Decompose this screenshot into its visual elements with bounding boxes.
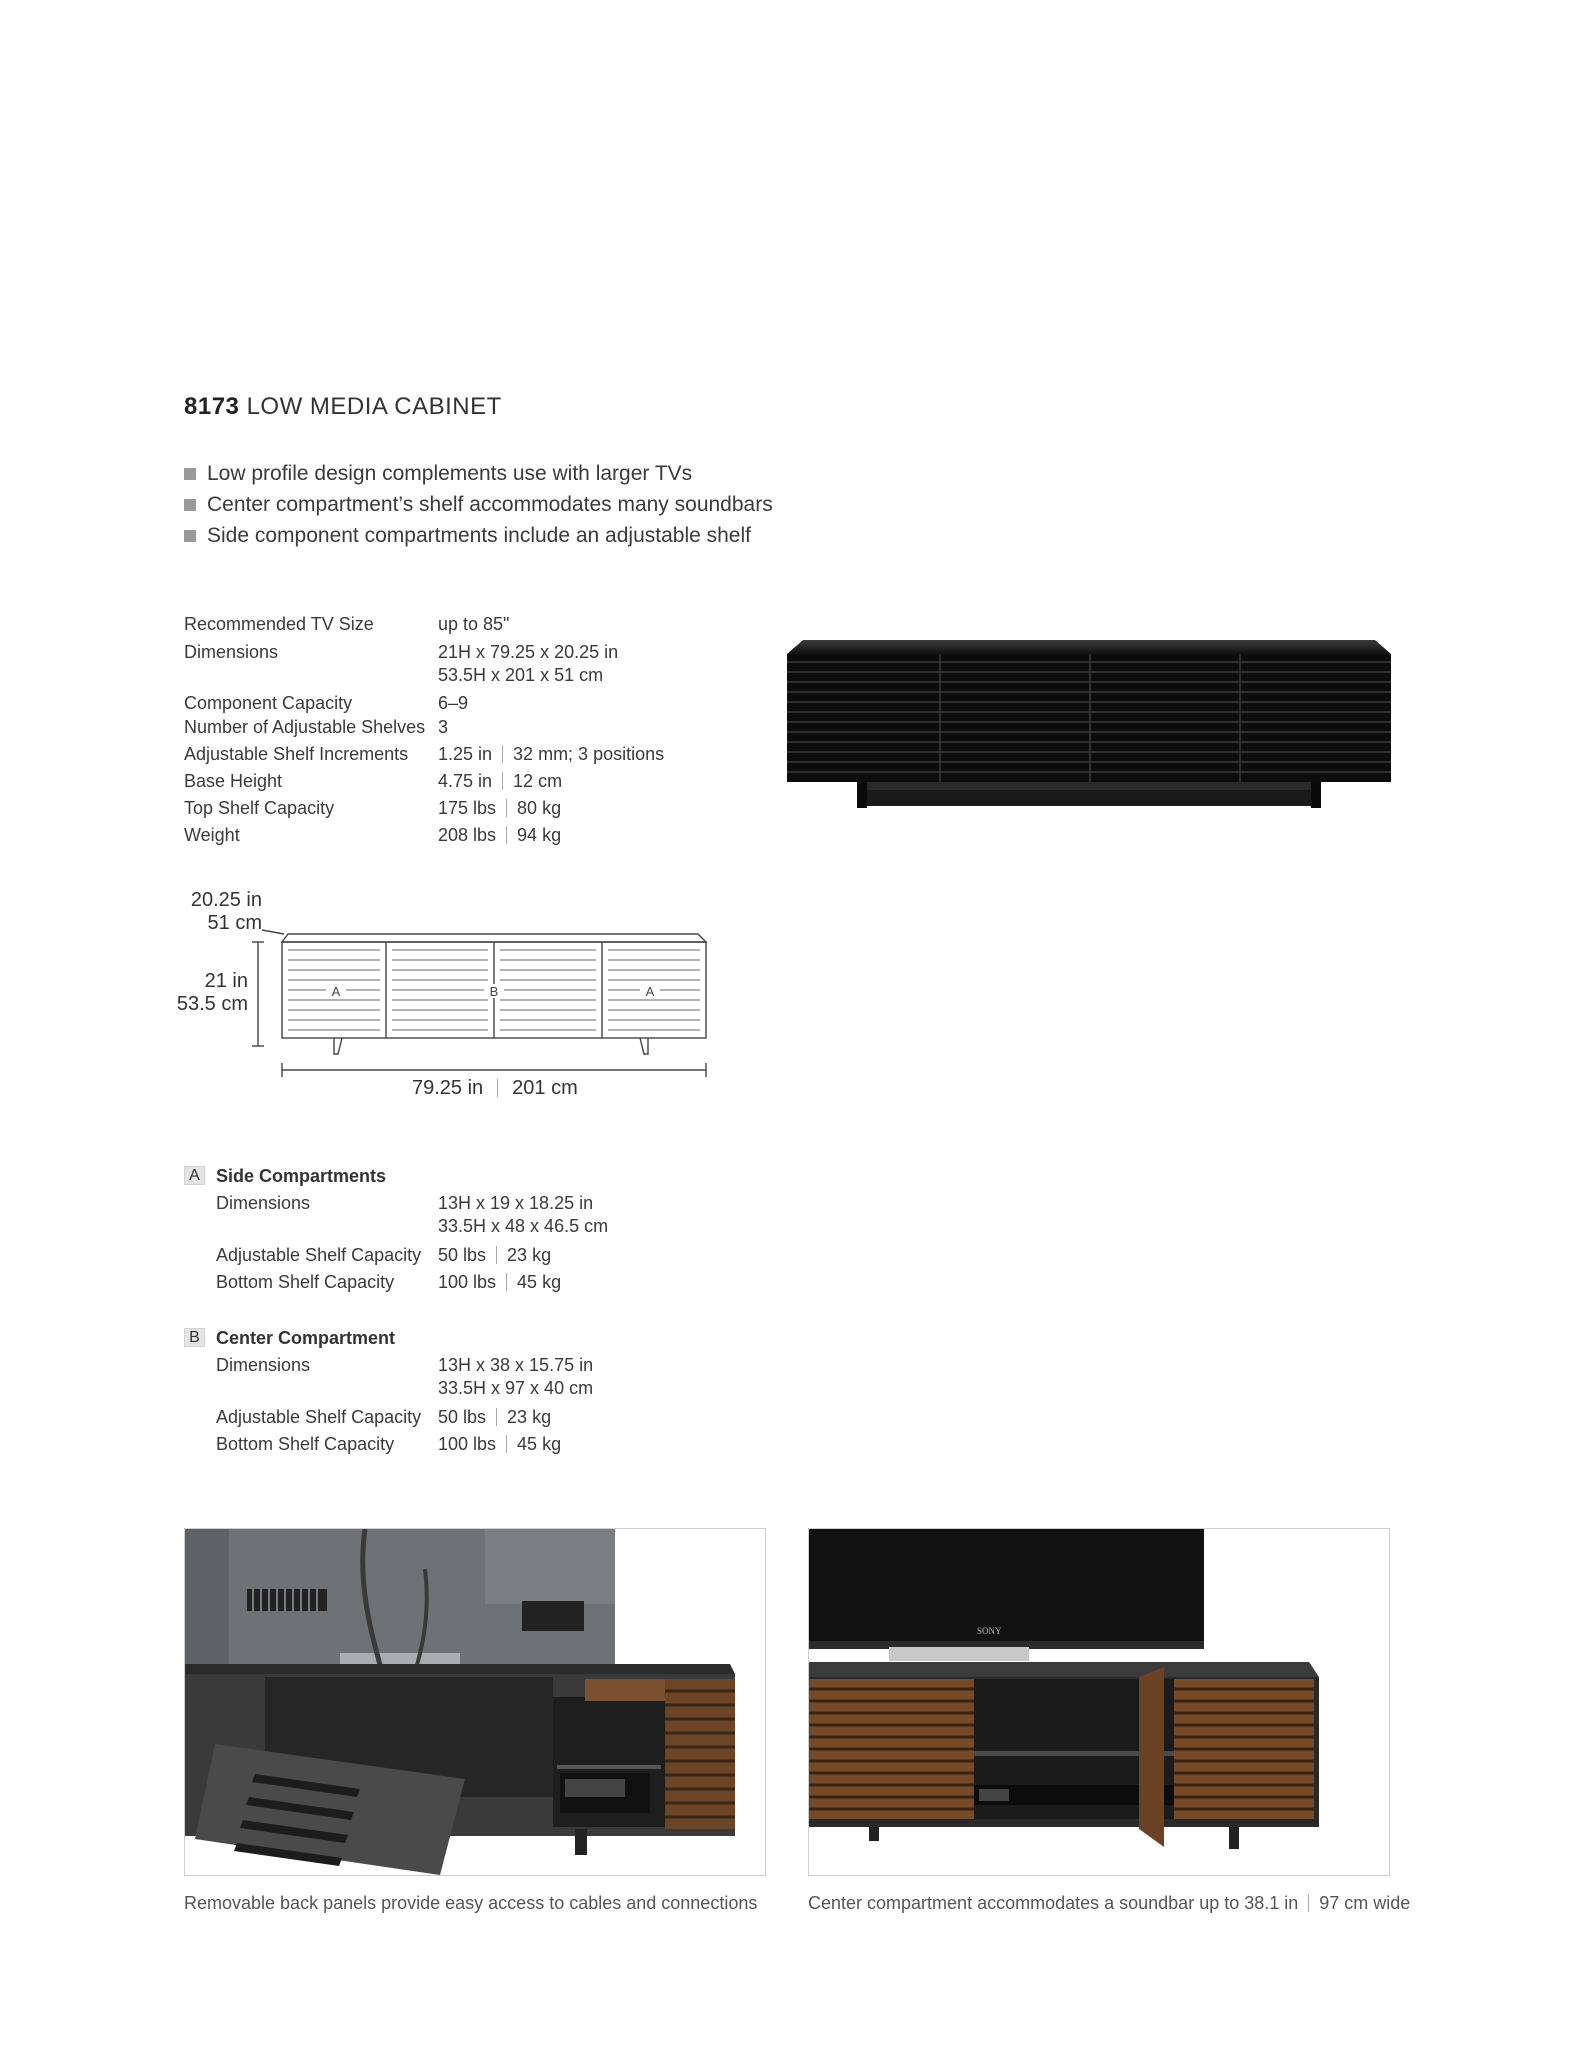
side-adj-capacity-label: Adjustable Shelf Capacity	[216, 1245, 422, 1265]
tv-brand-logo: SONY	[977, 1626, 1002, 1636]
side-bottom-capacity-value: 100 lbs 45 kg	[438, 1272, 562, 1292]
spec-label-top-shelf: Top Shelf Capacity	[184, 798, 335, 818]
diagram-width-label: 79.25 in 201 cm	[412, 1077, 578, 1099]
spec-value-tv-size: up to 85"	[438, 614, 510, 634]
soundbar-photo	[808, 1528, 1390, 1876]
spec-label-component-capacity: Component Capacity	[184, 693, 353, 713]
bullet-square-icon	[184, 468, 196, 480]
side-dimensions-cm: 33.5H x 48 x 46.5 cm	[438, 1216, 609, 1236]
spec-value-dimensions-cm: 53.5H x 201 x 51 cm	[438, 665, 604, 685]
left-photo-caption: Removable back panels provide easy access to cables and connections	[184, 1893, 758, 1913]
spec-label-shelf-increments: Adjustable Shelf Increments	[184, 744, 409, 764]
page-title	[184, 393, 502, 421]
center-bottom-capacity-value: 100 lbs 45 kg	[438, 1434, 562, 1454]
spec-value-top-shelf: 175 lbs 80 kg	[438, 798, 562, 818]
spec-label-dimensions: Dimensions	[184, 642, 279, 662]
feature-item: Low profile design complements use with larger TVs	[184, 458, 773, 489]
diagram-label-a-left: A	[331, 984, 341, 999]
side-compartments-heading: Side Compartments	[216, 1166, 387, 1186]
center-adj-capacity-label: Adjustable Shelf Capacity	[216, 1407, 422, 1427]
spec-value-weight: 208 lbs 94 kg	[438, 825, 562, 845]
cabinet-dimension-diagram	[248, 920, 708, 1090]
side-dimensions-label: Dimensions	[216, 1193, 311, 1213]
center-dimensions-in: 13H x 38 x 15.75 in	[438, 1355, 594, 1375]
diagram-depth-label: 20.25 in 51 cm	[190, 889, 262, 934]
product-name: LOW MEDIA CABINET	[246, 393, 502, 420]
center-adj-capacity-value: 50 lbs 23 kg	[438, 1407, 552, 1427]
diagram-label-a-right: A	[645, 984, 655, 999]
spec-label-base-height: Base Height	[184, 771, 283, 791]
cabinet-product-photo	[785, 630, 1393, 810]
spec-value-base-height: 4.75 in 12 cm	[438, 771, 563, 791]
center-compartment-heading: Center Compartment	[216, 1328, 396, 1348]
spec-value-shelf-increments: 1.25 in 32 mm; 3 positions	[438, 744, 665, 764]
side-bottom-capacity-label: Bottom Shelf Capacity	[216, 1272, 395, 1292]
feature-list	[184, 458, 773, 551]
spec-value-dimensions-in: 21H x 79.25 x 20.25 in	[438, 642, 619, 662]
center-bottom-capacity-label: Bottom Shelf Capacity	[216, 1434, 395, 1454]
side-dimensions-in: 13H x 19 x 18.25 in	[438, 1193, 594, 1213]
bullet-square-icon	[184, 499, 196, 511]
badge-b: B	[184, 1328, 205, 1347]
back-panel-photo	[184, 1528, 766, 1876]
bullet-square-icon	[184, 530, 196, 542]
spec-value-component-capacity: 6–9	[438, 693, 469, 713]
right-photo-caption: Center compartment accommodates a soundbar up to 38.1 in 97 cm wide	[808, 1893, 1411, 1913]
center-dimensions-label: Dimensions	[216, 1355, 311, 1375]
spec-value-adj-shelves: 3	[438, 717, 449, 737]
badge-a: A	[184, 1166, 205, 1185]
diagram-height-label: 21 in 53.5 cm	[176, 970, 248, 1015]
model-number: 8173	[184, 393, 240, 420]
feature-item: Center compartment’s shelf accommodates many soundbars	[184, 489, 773, 520]
back-panel-illustration	[185, 1529, 765, 1875]
spec-label-tv-size: Recommended TV Size	[184, 614, 374, 634]
side-adj-capacity-value: 50 lbs 23 kg	[438, 1245, 552, 1265]
feature-item: Side component compartments include an adjustable shelf	[184, 520, 773, 551]
center-dimensions-cm: 33.5H x 97 x 40 cm	[438, 1378, 594, 1398]
spec-label-adj-shelves: Number of Adjustable Shelves	[184, 717, 426, 737]
diagram-label-b: B	[489, 984, 499, 999]
soundbar-illustration	[809, 1529, 1389, 1875]
spec-label-weight: Weight	[184, 825, 240, 845]
